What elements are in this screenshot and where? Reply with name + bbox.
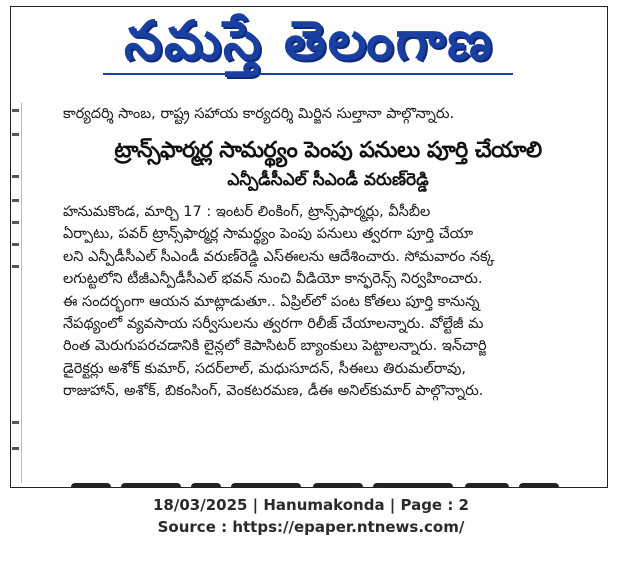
margin-fragment	[12, 265, 19, 268]
margin-fragment	[12, 421, 19, 424]
body-line: డైరెక్టర్లు అశోక్ కుమార్, సదర్‌లాల్, మధుసూదన్, సీఈలు తిరుమల్‌రావు,	[63, 360, 466, 377]
cutoff-glyph	[373, 483, 453, 488]
masthead-title: నమస్తే తెలంగాణ	[124, 9, 494, 72]
cutoff-glyph	[191, 483, 221, 488]
cutoff-glyph	[231, 483, 301, 488]
clipping-footer	[0, 494, 622, 538]
body-line: లని ఎన్పీడీసీఎల్ సీఎండీ వరుణ్‌రెడ్డి ఎస్‌ఈలను ఆదేశించారు. సోమవారం నక్క	[63, 248, 495, 265]
body-line: హనుమకొండ, మార్చి 17 : ఇంటర్ లింకింగ్, ట్రాన్స్‌ఫార్మర్లు, వీసీబీల	[63, 204, 431, 220]
margin-fragment	[12, 447, 19, 450]
body-line: ఈ సందర్భంగా ఆయన మాట్లాడుతూ.. ఏప్రిల్‌లో పంట కోతలు పూర్తి కానున్న	[63, 293, 480, 310]
cutoff-glyph	[465, 483, 509, 488]
masthead-underline	[103, 73, 513, 75]
body-line: లగుట్టలోని టీజీఎన్పీడీసీఎల్ భవన్ నుంచి వీడియో కాన్ఫరెన్స్ నిర్వహించారు.	[63, 271, 483, 288]
article-headline: ట్రాన్స్‌ఫార్మర్ల సామర్థ్యం పెంపు పనులు పూర్తి చేయాలి	[114, 138, 542, 163]
dateline: 18/03/2025 | Hanumakonda | Page : 2	[152, 496, 469, 514]
body-line: ఏర్పాటు, పవర్ ట్రాన్స్‌ఫార్మర్ల సామర్థ్యం పెంపు పనులు త్వరగా పూర్తి చేయా	[63, 226, 474, 243]
margin-fragment	[12, 133, 19, 136]
left-column-edge	[11, 103, 22, 483]
margin-fragment	[12, 221, 19, 224]
next-headline-cutoff	[51, 481, 591, 488]
article-body	[63, 201, 593, 403]
cutoff-glyph	[71, 483, 111, 488]
margin-fragment	[12, 199, 19, 202]
newspaper-clipping	[10, 6, 608, 488]
source-link[interactable]: Source : https://epaper.ntnews.com/	[157, 518, 465, 536]
cutoff-glyph	[519, 483, 559, 488]
cutoff-glyph	[121, 483, 181, 488]
body-line: రింత మెరుగుపరచడానికి లైన్లలో కెపాసిటర్ బ్యాంకులు పెట్టాలన్నారు. ఇన్‌చార్జి	[63, 338, 487, 355]
margin-fragment	[12, 175, 19, 178]
cutoff-glyph	[313, 483, 363, 488]
article-subhead: ఎన్పీడీసీఎల్ సీఎండీ వరుణ్‌రెడ్డి	[227, 170, 429, 190]
body-line: రాజుహాన్, అశోక్, బికంసింగ్, వెంకటరమణ, డీఈ అనిల్‌కుమార్ పాల్గొన్నారు.	[63, 383, 484, 400]
margin-fragment	[12, 243, 19, 246]
article	[63, 103, 593, 403]
margin-fragment	[12, 109, 19, 112]
body-line: నేపథ్యంలో వ్యవసాయ సర్వీసులను త్వరగా రిలీజ్ చేయాలన్నారు. వోల్టేజీ మ	[63, 316, 484, 333]
previous-article-tail: కార్యదర్శి సాంబ, రాష్ట్ర సహాయ కార్యదర్శి మిర్జిన సుల్తానా పాల్గొన్నారు.	[63, 106, 455, 122]
